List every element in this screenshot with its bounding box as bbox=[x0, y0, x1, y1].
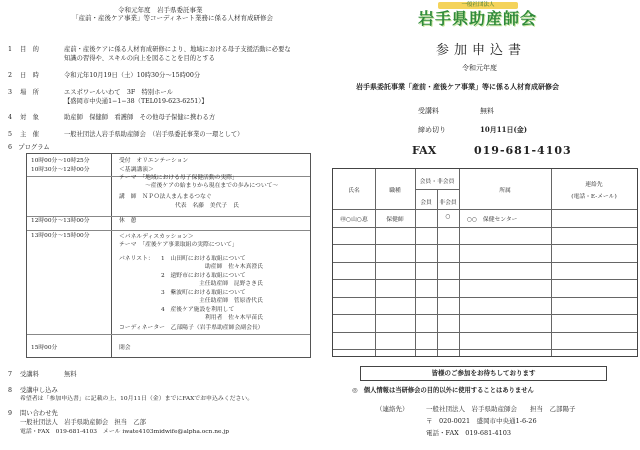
left-page bbox=[0, 0, 318, 450]
contact-tel: 電話・FAX 019-681-4103 bbox=[426, 429, 512, 437]
section-target: 4 対 象 助産師 保健師 看護師 その他母子保健に携わる方 bbox=[8, 114, 216, 121]
program-heading: 6 プログラム bbox=[8, 144, 50, 151]
deadline-label: 締め切り bbox=[418, 126, 446, 134]
table-gridline bbox=[333, 279, 637, 280]
table-gridline bbox=[415, 189, 459, 190]
section-venue-address: 【盛岡市中央通1−1−38（TEL019-623-6251）】 bbox=[64, 98, 208, 105]
fax-label: FAX bbox=[412, 144, 437, 157]
section-datetime: 2 日 時 令和元年10月19日（土）10時30分〜15時00分 bbox=[8, 72, 201, 79]
table-gridline bbox=[333, 332, 637, 333]
registration-table bbox=[332, 168, 638, 357]
section-fee: 7 受講料 無料 bbox=[8, 371, 77, 378]
program-item: ＜基調講演＞ bbox=[119, 167, 154, 173]
program-time: 12時00分〜13時00分 bbox=[31, 218, 90, 224]
right-page bbox=[322, 0, 640, 450]
program-time: 13時00分〜15時00分 bbox=[31, 233, 90, 239]
program-item: 〜産後ケアの始まりから現在までの歩みについて〜 bbox=[145, 183, 279, 189]
header-nonmember: 非会員 bbox=[439, 200, 457, 206]
table-gridline bbox=[333, 314, 637, 315]
header-name: 氏名 bbox=[348, 188, 360, 194]
table-gridline bbox=[333, 262, 637, 263]
program-item: パネリスト： bbox=[119, 256, 154, 262]
program-item: 4 産後ケア施設を利用して bbox=[161, 307, 235, 313]
section-host: 5 主 催 一般社団法人岩手県助産師会 （岩手県委託事業の一環として） bbox=[8, 131, 244, 138]
left-header-line1: 令和元年度 岩手県委託事業 bbox=[118, 6, 203, 14]
program-item: テーマ 「地域における母子保健活動の実際」 bbox=[119, 175, 238, 181]
table-gridline bbox=[333, 349, 637, 350]
program-item: 休 憩 bbox=[119, 218, 137, 224]
program-time: 10時00分〜10時25分 bbox=[31, 158, 90, 164]
program-item: 主任助産師 菅原香代氏 bbox=[199, 298, 263, 304]
fee-label: 受講料 bbox=[418, 107, 439, 115]
program-item: 1 山田町における取組について bbox=[161, 256, 246, 262]
section-venue: 3 場 所 エスポワールいわて 3F 特別ホール bbox=[8, 89, 173, 96]
table-gridline bbox=[459, 169, 460, 356]
program-item: 主任助産師 昆野さき氏 bbox=[199, 281, 263, 287]
section-contact: 9 問い合わせ先 bbox=[8, 410, 58, 417]
table-gridline bbox=[333, 244, 637, 245]
program-time: 10時30分〜12時00分 bbox=[31, 167, 90, 173]
program-item: コーディネーター 乙部陽子（岩手県助産師会副会長） bbox=[119, 325, 264, 331]
fee-value: 無料 bbox=[480, 107, 494, 115]
program-time: 15時00分 bbox=[31, 345, 58, 351]
fax-number: 019-681-4103 bbox=[474, 144, 572, 157]
program-item: テーマ 「産後ケア事業取組の実際について」 bbox=[119, 242, 238, 248]
program-item: 助産師 佐々木真澄氏 bbox=[205, 264, 263, 270]
program-item: 3 紫波町における取組について bbox=[161, 290, 246, 296]
privacy-note: ◎ 個人情報は当研修会の目的以外に使用することはありません bbox=[352, 387, 534, 394]
header-member-group: 会員・非会員 bbox=[419, 179, 455, 185]
header-contact: 連絡先 bbox=[585, 182, 603, 188]
header-member: 会員 bbox=[420, 200, 432, 206]
table-gridline bbox=[375, 169, 376, 356]
program-table bbox=[26, 153, 311, 358]
form-title: 参加申込書 bbox=[435, 43, 526, 58]
contact-label: （連絡先） bbox=[376, 405, 409, 413]
deadline-value: 10月11日(金) bbox=[480, 125, 528, 134]
section-contact-org: 一般社団法人 岩手県助産師会 担当 乙部 bbox=[20, 419, 146, 426]
section-purpose: 1 目 的 産前・産後ケアに係る人材育成研修により、地域における母子支援活動に必要な bbox=[8, 46, 291, 53]
form-subtitle: 岩手県委託事業「産前・産後ケア事業」等に係る人材育成研修会 bbox=[356, 82, 559, 91]
program-item: 受付 オリエンテーション bbox=[119, 158, 189, 164]
form-year: 令和元年度 bbox=[462, 64, 497, 72]
program-item: 講 師 ＮＰＯ法人まんまるつなぐ bbox=[119, 194, 212, 200]
table-gridline bbox=[333, 227, 637, 228]
contact-org: 一般社団法人 岩手県助産師会 担当 乙部陽子 bbox=[426, 405, 576, 413]
table-gridline bbox=[333, 209, 637, 210]
program-item: 利用者 佐々木早苗氏 bbox=[205, 315, 263, 321]
header-job: 職種 bbox=[389, 188, 401, 194]
closing-note: 皆様のご参加をお待ちしております bbox=[360, 366, 607, 381]
header-contact-sub: (電話・E-メール) bbox=[571, 194, 617, 200]
section-purpose-cont: 知識の習得や、スキルの向上を図ることを目的とする bbox=[64, 55, 215, 62]
section-application-text: 希望者は「参加申込書」に記載の上、10月11日（金）までにFAXでお申込みください。 bbox=[20, 396, 254, 402]
example-nonmember: ○ bbox=[445, 214, 451, 220]
program-item: ＜パネルディスカッション＞ bbox=[119, 234, 194, 240]
section-contact-phone-email: 電話・FAX 019-681-4103 メール iwate4103midwife@alpha.ocn.ne.jp bbox=[20, 429, 229, 435]
left-header-line2: 「産前・産後ケア事業」等コーディネート業務に係る人材育成研修会 bbox=[72, 14, 273, 22]
program-item: 代表 名藤 美代子 氏 bbox=[175, 203, 239, 209]
example-affiliation: ○○ 保健センター bbox=[467, 217, 518, 223]
association-logo: 一般社団法人 岩手県助産師会 bbox=[417, 2, 537, 28]
table-gridline bbox=[333, 297, 637, 298]
example-job: 保健師 bbox=[386, 217, 404, 223]
example-name: ㊞○山○恵 bbox=[340, 217, 368, 223]
program-item: 2 遠野市における取組について bbox=[161, 273, 246, 279]
program-item: 閉会 bbox=[119, 345, 131, 351]
contact-zip-address: 〒 020-0021 盛岡市中央通1-6-26 bbox=[426, 417, 537, 425]
header-affiliation: 所属 bbox=[499, 188, 511, 194]
section-application: 8 受講申し込み bbox=[8, 387, 58, 394]
